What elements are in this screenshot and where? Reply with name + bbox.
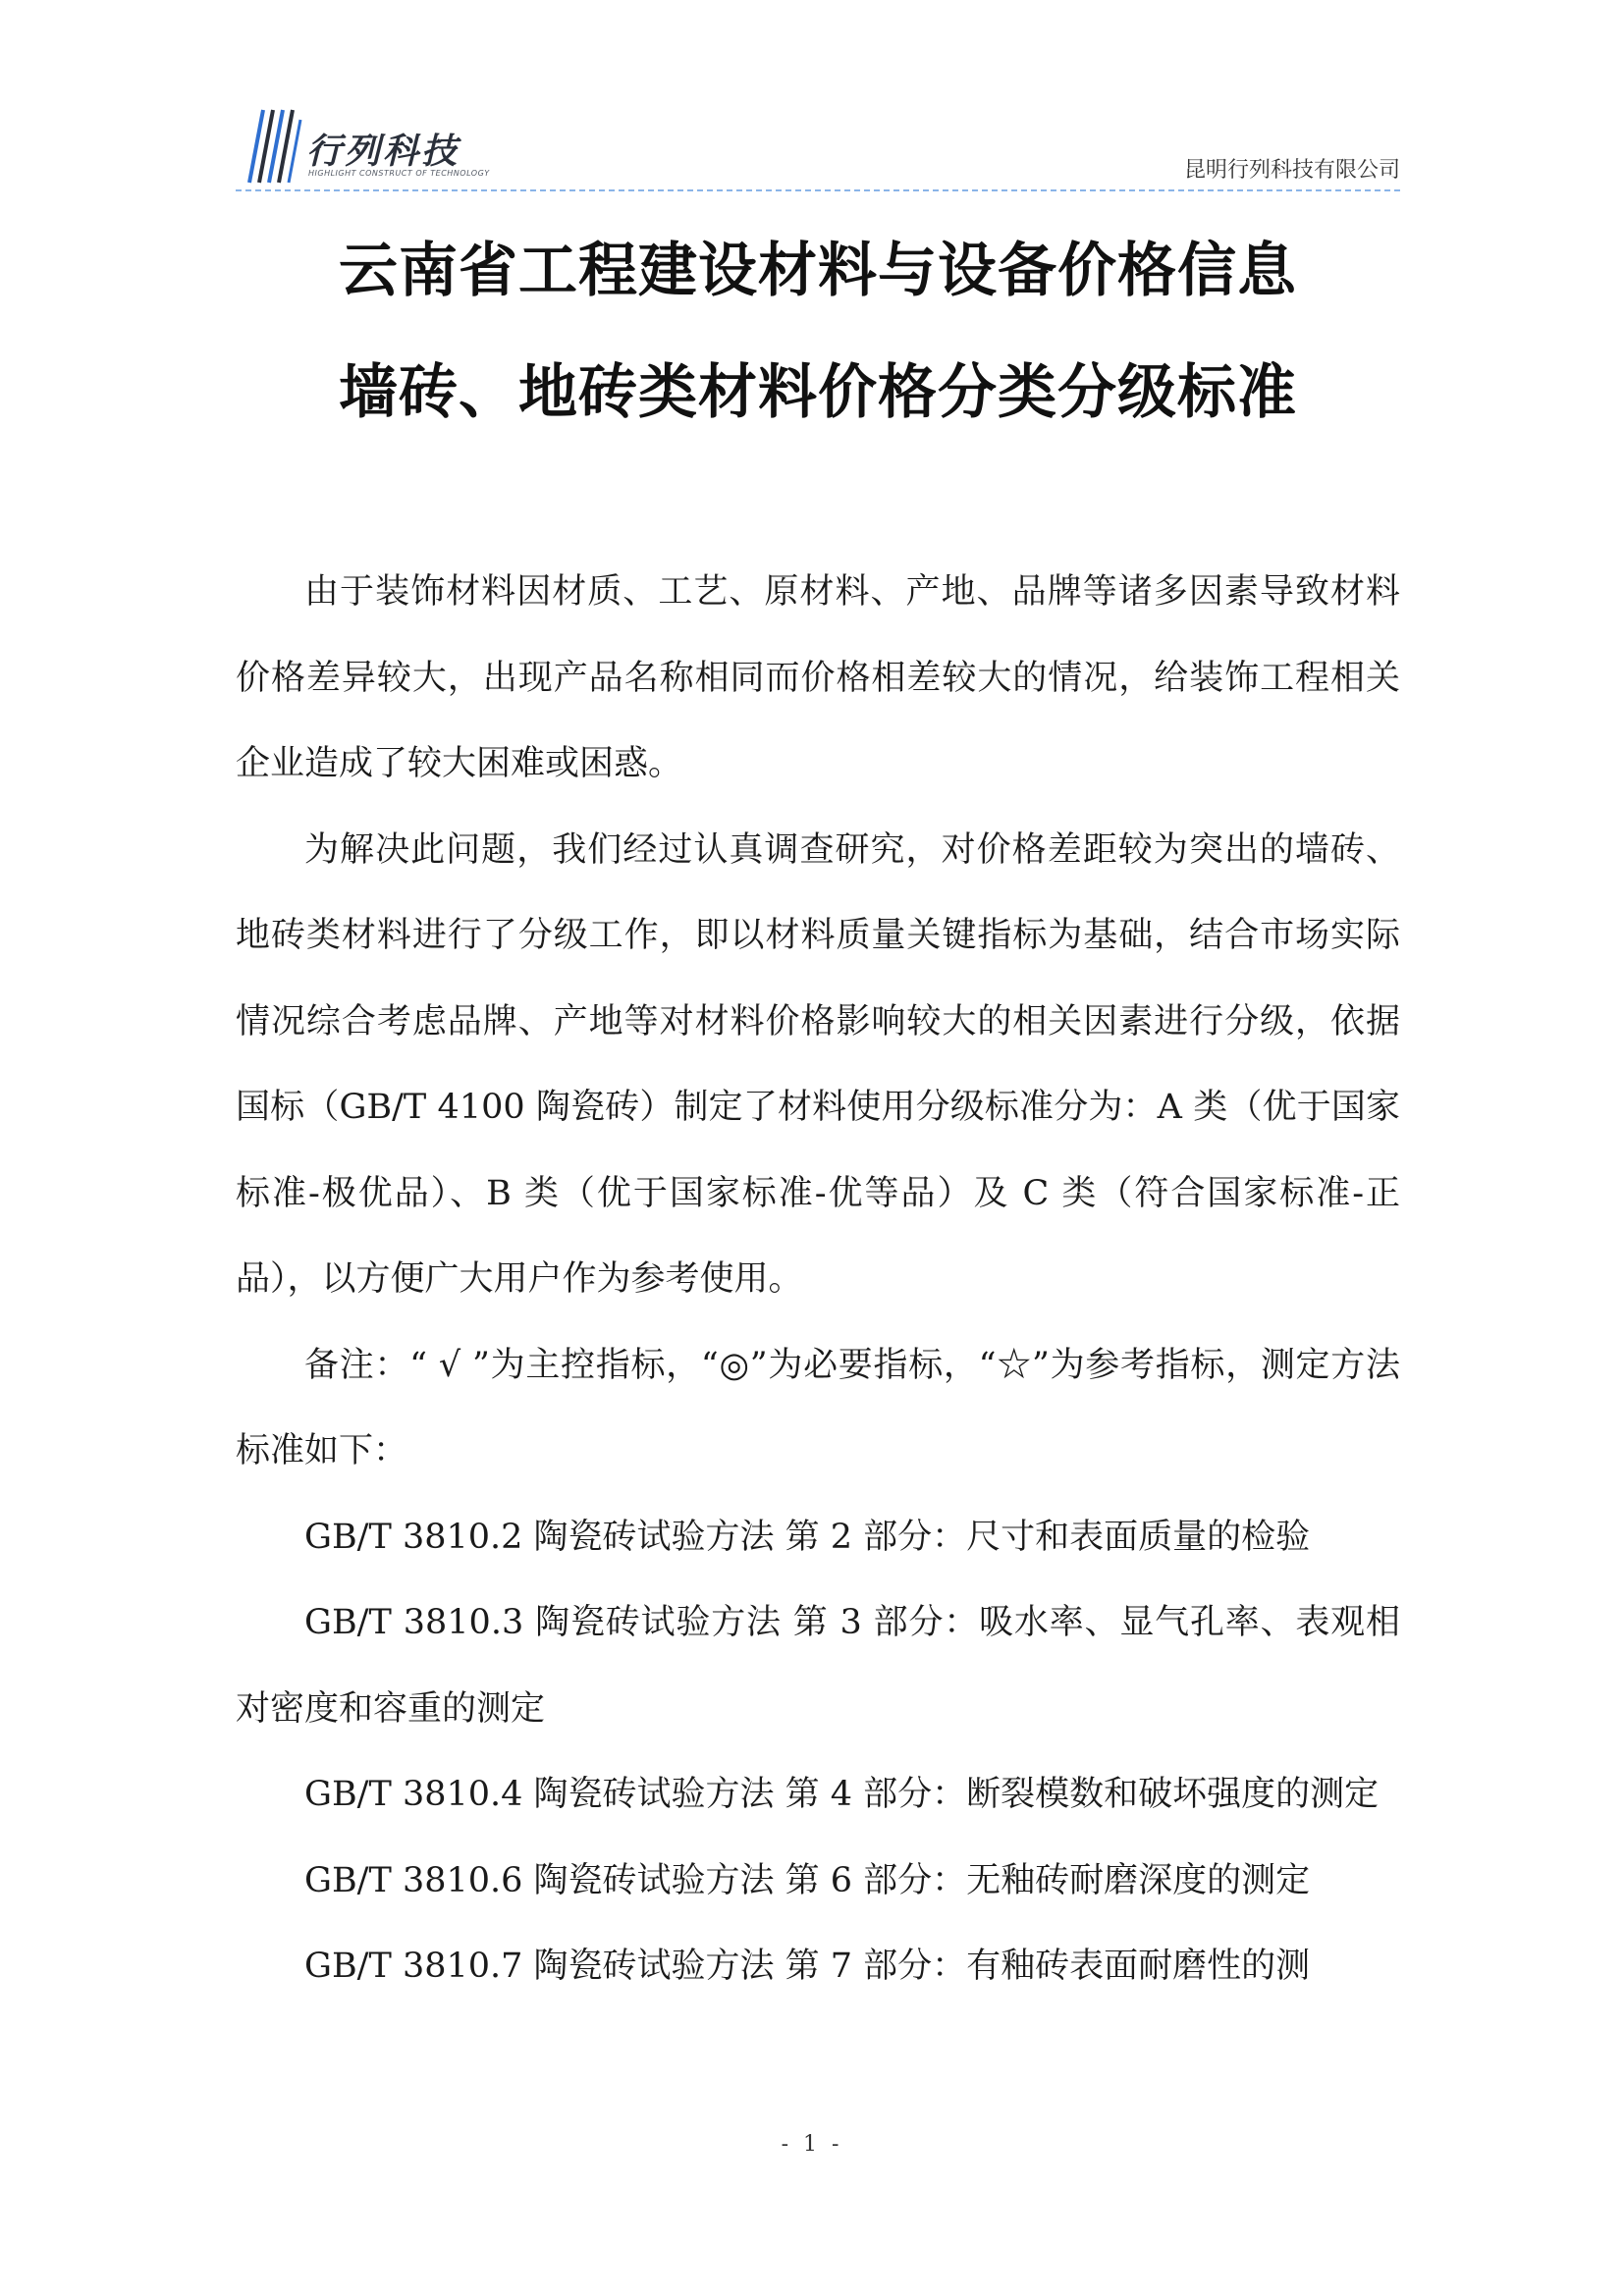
- company-logo: [236, 106, 530, 185]
- striped-bars-logo-icon: [236, 106, 304, 185]
- standard-item: GB/T 3810.3 陶瓷砖试验方法 第 3 部分：吸水率、显气孔率、表观相对密度和容重的测定: [236, 1603, 1400, 1729]
- standard-item: GB/T 3810.6 陶瓷砖试验方法 第 6 部分：无釉砖耐磨深度的测定: [304, 1860, 1311, 1900]
- page-header: [236, 106, 1400, 192]
- document-body: [236, 550, 1400, 2010]
- standard-item: GB/T 3810.7 陶瓷砖试验方法 第 7 部分：有釉砖表面耐磨性的测: [304, 1947, 1311, 1986]
- standard-item: GB/T 3810.2 陶瓷砖试验方法 第 2 部分：尺寸和表面质量的检验: [304, 1517, 1311, 1557]
- paragraph-remark: 备注：“ √ ”为主控指标，“◎”为必要指标，“☆”为参考指标，测定方法标准如下：: [236, 1345, 1400, 1470]
- document-title-line-1: 云南省工程建设材料与设备价格信息: [339, 237, 1297, 305]
- document-title-line-2: 墙砖、地砖类材料价格分类分级标准: [339, 358, 1297, 427]
- company-name: 昆明行列科技有限公司: [1183, 158, 1400, 183]
- paragraph-intro: 由于装饰材料因材质、工艺、原材料、产地、品牌等诸多因素导致材料价格差异较大，出现产品名称相同而价格相差较大的情况，给装饰工程相关企业造成了较大困难或困惑。: [236, 572, 1400, 783]
- page-number: - 1 -: [781, 2132, 843, 2157]
- header-divider: [236, 189, 1400, 191]
- standard-item: GB/T 3810.4 陶瓷砖试验方法 第 4 部分：断裂模数和破坏强度的测定: [304, 1775, 1380, 1814]
- paragraph-classification: 为解决此问题，我们经过认真调查研究，对价格差距较为突出的墙砖、地砖类材料进行了分级工作，即以材料质量关键指标为基础，结合市场实际情况综合考虑品牌、产地等对材料价格影响较大的相关因素进行分级，依据国标（GB/T 4100 陶瓷砖）制定了材料使用分级标准分为：A 类（优于国家标准-极优品）、B 类（优于国家标准-优等品）及 C 类（符合国家标准-正品），以方便广大用户作为参考使用。: [236, 829, 1400, 1299]
- logo-text: 行列科技: [306, 132, 460, 172]
- logo-subtext: HIGHLIGHT CONSTRUCT OF TECHNOLOGY: [308, 169, 490, 178]
